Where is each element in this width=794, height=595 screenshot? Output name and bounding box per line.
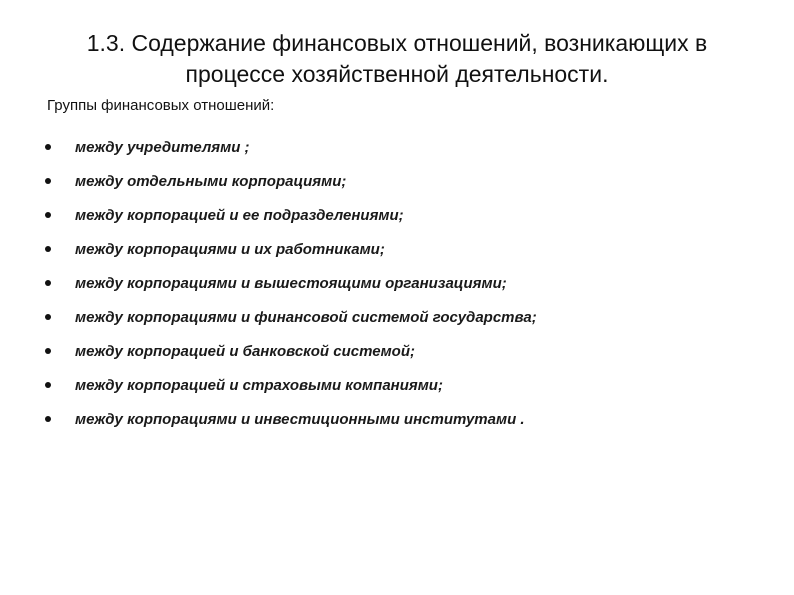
list-item — [45, 232, 537, 266]
bullet-icon — [45, 178, 51, 184]
list-item — [45, 130, 537, 164]
bullet-icon — [45, 280, 51, 286]
list-item — [45, 368, 537, 402]
list-item — [45, 198, 537, 232]
bullet-icon — [45, 212, 51, 218]
bullet-icon — [45, 314, 51, 320]
list-item-text: между учредителями ; — [75, 138, 250, 156]
list-item-text: между отдельными корпорациями; — [75, 172, 347, 190]
slide-title-line-1: 1.3. Содержание финансовых отношений, возникающих в — [86, 30, 708, 56]
list-item — [45, 164, 537, 198]
list-item-text: между корпорацией и банковской системой; — [75, 342, 416, 360]
section-subtitle: Группы финансовых отношений: — [47, 97, 275, 114]
slide-title — [30, 28, 764, 90]
slide-title-line-2: процессе хозяйственной деятельности. — [185, 61, 609, 87]
list-item-text: между корпорацией и страховыми компаниями; — [75, 376, 443, 394]
list-item-text: между корпорациями и вышестоящими организациями; — [75, 274, 507, 292]
bullet-icon — [45, 382, 51, 388]
list-item — [45, 300, 537, 334]
list-item — [45, 334, 537, 368]
bullet-icon — [45, 246, 51, 252]
list-item — [45, 266, 537, 300]
bullet-icon — [45, 416, 51, 422]
list-item — [45, 402, 537, 436]
list-item-text: между корпорацией и ее подразделениями; — [75, 206, 404, 224]
bullet-icon — [45, 144, 51, 150]
list-item-text: между корпорациями и финансовой системой государства; — [75, 308, 537, 326]
list-item-text: между корпорациями и инвестиционными институтами . — [75, 410, 525, 428]
list-item-text: между корпорациями и их работниками; — [75, 240, 385, 258]
relations-list — [45, 130, 537, 436]
bullet-icon — [45, 348, 51, 354]
